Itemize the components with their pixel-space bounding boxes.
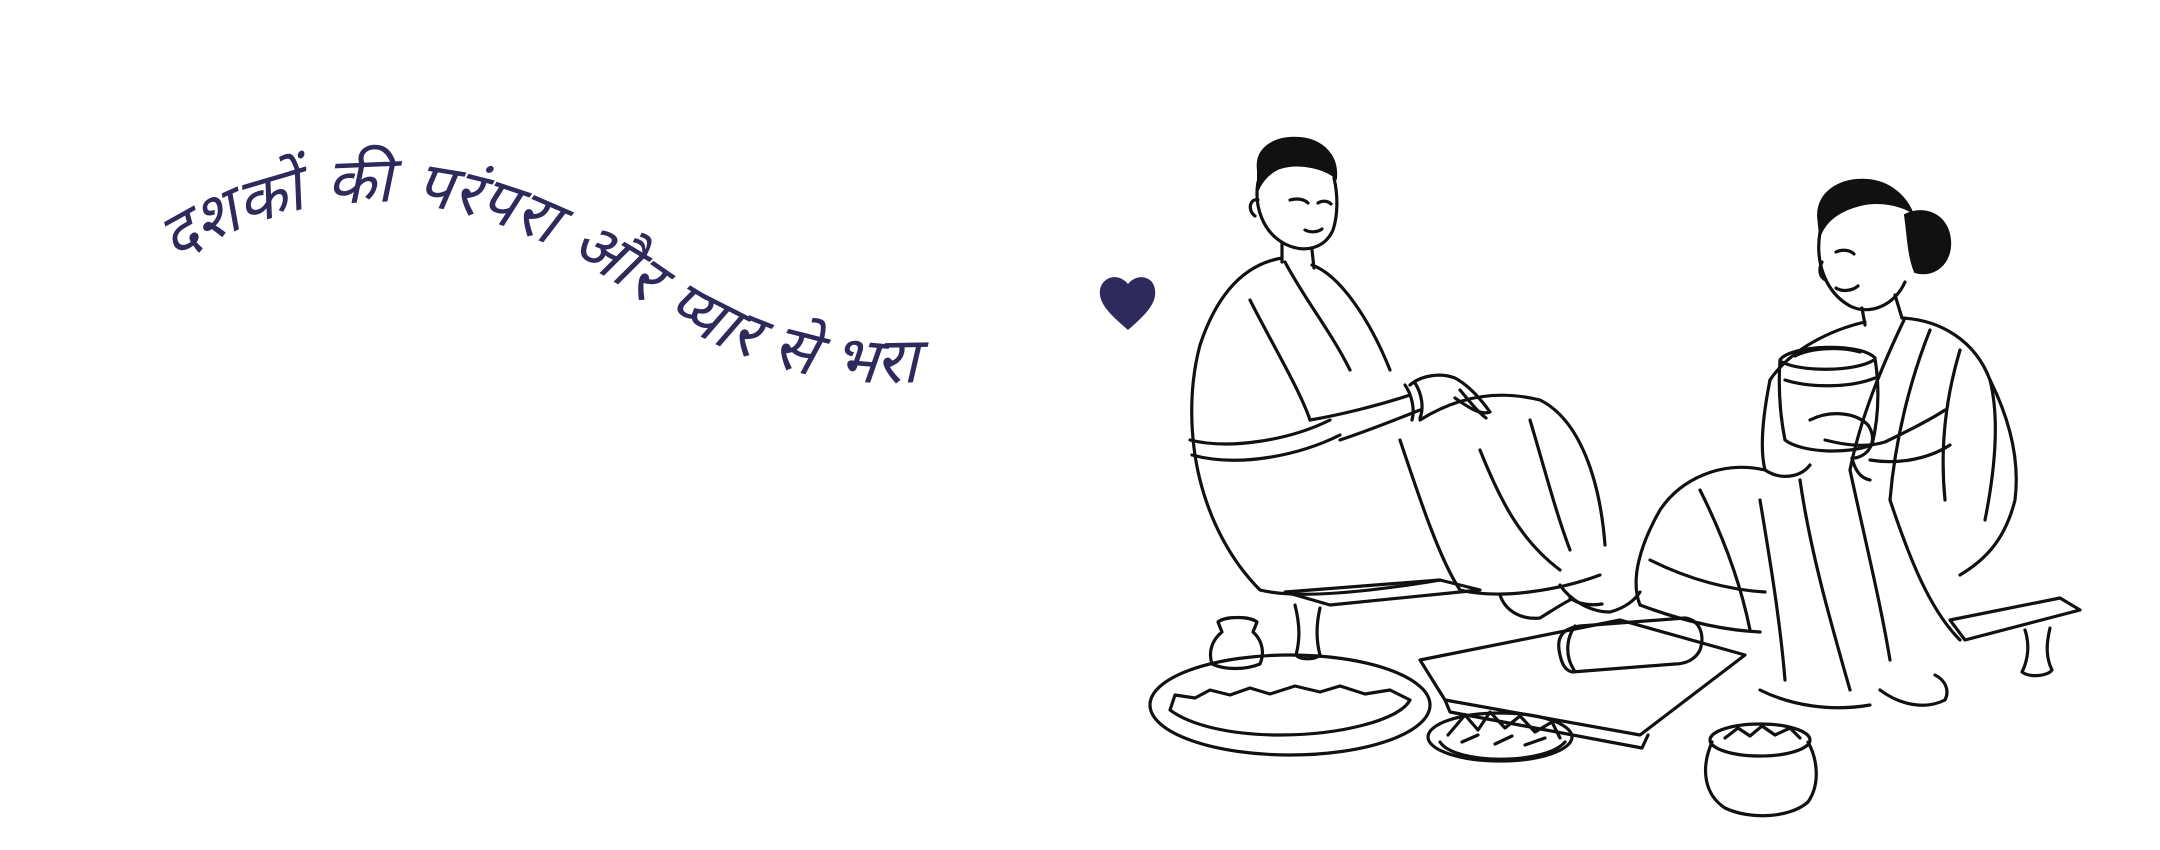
rolling-board [1420, 618, 1745, 748]
snack-bowl [1428, 712, 1572, 761]
clay-pot [1706, 724, 1817, 816]
plate-flatbread [1150, 655, 1430, 755]
left-woman [1190, 138, 1640, 659]
tagline-text: दशकों की परंपरा और प्यार से भरा [146, 143, 919, 400]
right-woman [1636, 180, 2080, 708]
